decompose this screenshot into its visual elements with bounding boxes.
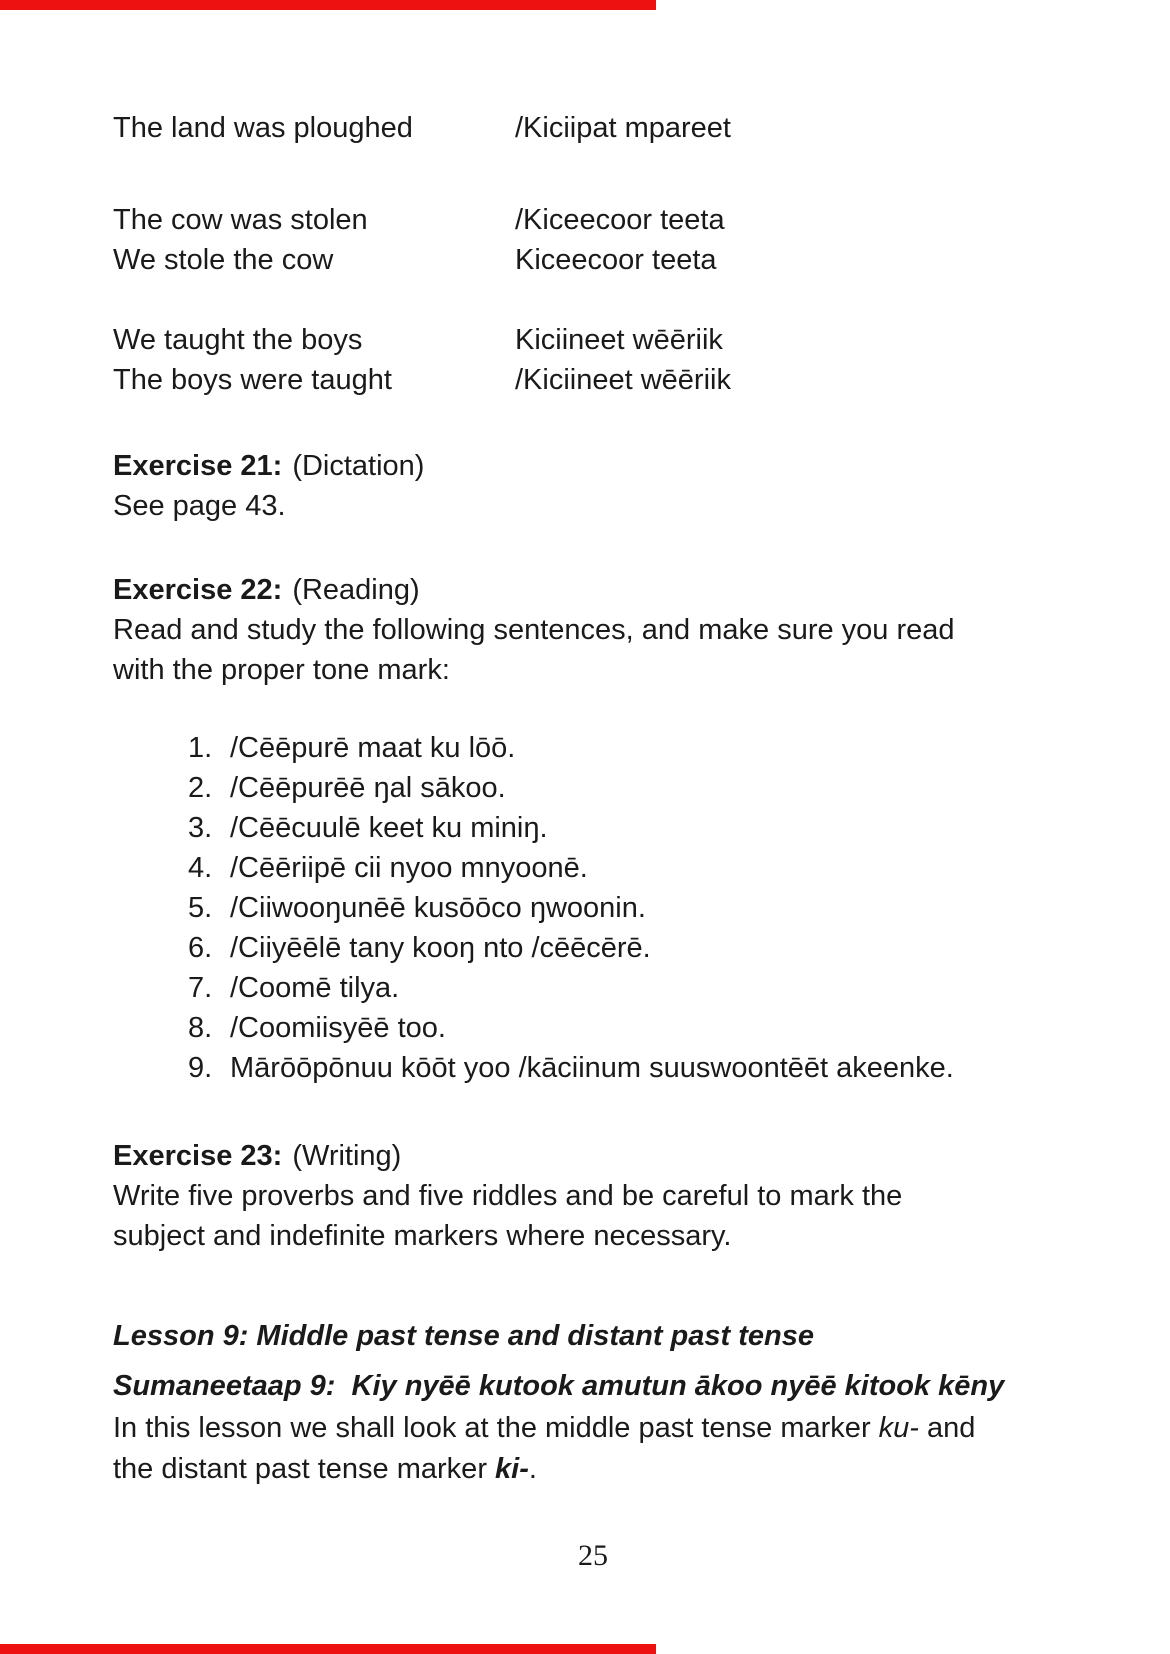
kalenjin-phrase: /Kiciineet wēēriik bbox=[515, 364, 731, 396]
exercise-22-title: Exercise 22: bbox=[113, 574, 283, 606]
list-item-text: /Cēēriipē cii nyoo mnyoonē. bbox=[230, 852, 588, 884]
translation-row bbox=[113, 320, 1073, 360]
exercise-22-body-line: with the proper tone mark: bbox=[113, 654, 450, 686]
list-item-number: 3. bbox=[188, 812, 213, 844]
exercise-22-section bbox=[113, 570, 1073, 690]
lesson-9-section bbox=[113, 1314, 1073, 1490]
intro-text: . bbox=[528, 1453, 537, 1485]
exercise-21-subtitle: (Dictation) bbox=[292, 450, 425, 482]
reading-sentence-list bbox=[188, 728, 1073, 1088]
list-item-number: 7. bbox=[188, 972, 213, 1004]
list-item-text: /Ciiwooŋunēē kusōōco ŋwoonin. bbox=[230, 892, 646, 924]
list-item bbox=[188, 1048, 1073, 1088]
list-item-number: 8. bbox=[188, 1012, 213, 1044]
english-phrase: The land was ploughed bbox=[113, 112, 413, 144]
exercise-23-section bbox=[113, 1136, 1073, 1256]
list-item-number: 2. bbox=[188, 772, 213, 804]
translation-row bbox=[113, 200, 1073, 240]
ki-marker: ki- bbox=[495, 1453, 529, 1485]
scan-edge-mark-top bbox=[0, 0, 656, 10]
list-item-number: 6. bbox=[188, 932, 213, 964]
list-item-number: 4. bbox=[188, 852, 213, 884]
intro-text: and bbox=[918, 1412, 976, 1444]
kalenjin-phrase: Kiceecoor teeta bbox=[515, 244, 717, 276]
list-item bbox=[188, 1008, 1073, 1048]
exercise-21-body: See page 43. bbox=[113, 490, 286, 522]
exercise-22-heading bbox=[113, 570, 1073, 610]
english-phrase: The cow was stolen bbox=[113, 204, 368, 236]
exercise-21-heading bbox=[113, 446, 1073, 486]
translation-row bbox=[113, 108, 1073, 148]
list-item-text: /Coomiisyēē too. bbox=[230, 1012, 446, 1044]
exercise-21-section bbox=[113, 446, 1073, 526]
english-phrase: We taught the boys bbox=[113, 324, 363, 356]
ku-marker: ku- bbox=[878, 1412, 919, 1444]
intro-text: the distant past tense marker bbox=[113, 1453, 496, 1485]
lesson-9-intro-line bbox=[113, 1449, 1073, 1490]
kalenjin-phrase: Kiciineet wēēriik bbox=[515, 324, 723, 356]
kalenjin-phrase: /Kiciipat mpareet bbox=[515, 112, 731, 144]
exercise-21-title: Exercise 21: bbox=[113, 450, 283, 482]
exercise-23-title: Exercise 23: bbox=[113, 1140, 283, 1172]
intro-text: In this lesson we shall look at the middle past tense marker bbox=[113, 1412, 879, 1444]
exercise-23-heading bbox=[113, 1136, 1073, 1176]
list-item-text: Mārōōpōnuu kōōt yoo /kāciinum suuswoontēēt akeenke. bbox=[230, 1052, 954, 1084]
list-item bbox=[188, 928, 1073, 968]
lesson-9-intro-paragraph bbox=[113, 1408, 1073, 1490]
list-item-number: 9. bbox=[188, 1052, 213, 1084]
lesson-9-intro-line bbox=[113, 1408, 1073, 1449]
translation-row bbox=[113, 360, 1073, 400]
list-item-text: /Cēēcuulē keet ku miniŋ. bbox=[230, 812, 548, 844]
list-item bbox=[188, 968, 1073, 1008]
exercise-23-body-line: subject and indefinite markers where necessary. bbox=[113, 1220, 732, 1252]
exercise-23-subtitle: (Writing) bbox=[292, 1140, 402, 1172]
list-item-text: /Ciiyēēlē tany kooŋ nto /cēēcērē. bbox=[230, 932, 651, 964]
list-item-text: /Coomē tilya. bbox=[230, 972, 400, 1004]
exercise-22-body-line: Read and study the following sentences, and make sure you read bbox=[113, 614, 955, 646]
list-item-number: 1. bbox=[188, 732, 213, 764]
list-item bbox=[188, 848, 1073, 888]
list-item bbox=[188, 808, 1073, 848]
lesson-9-heading-english: Lesson 9: Middle past tense and distant past tense bbox=[113, 1320, 814, 1352]
exercise-22-subtitle: (Reading) bbox=[292, 574, 420, 606]
list-item bbox=[188, 728, 1073, 768]
exercise-23-body-line: Write five proverbs and five riddles and be careful to mark the bbox=[113, 1180, 903, 1212]
list-item-number: 5. bbox=[188, 892, 213, 924]
page-number: 25 bbox=[578, 1539, 608, 1572]
list-item bbox=[188, 888, 1073, 928]
kalenjin-phrase: /Kiceecoor teeta bbox=[515, 204, 725, 236]
page-content bbox=[113, 108, 1073, 1576]
lesson-9-heading-native: Sumaneetaap 9: Kiy nyēē kutook amutun ākoo nyēē kitook kēny bbox=[113, 1370, 1005, 1402]
list-item-text: /Cēēpurēē ŋal sākoo. bbox=[230, 772, 506, 804]
english-phrase: We stole the cow bbox=[113, 244, 334, 276]
list-item bbox=[188, 768, 1073, 808]
list-item-text: /Cēēpurē maat ku lōō. bbox=[230, 732, 516, 764]
scan-edge-mark-bottom bbox=[0, 1644, 656, 1654]
translation-pairs bbox=[113, 108, 1073, 400]
translation-row bbox=[113, 240, 1073, 280]
english-phrase: The boys were taught bbox=[113, 364, 392, 396]
